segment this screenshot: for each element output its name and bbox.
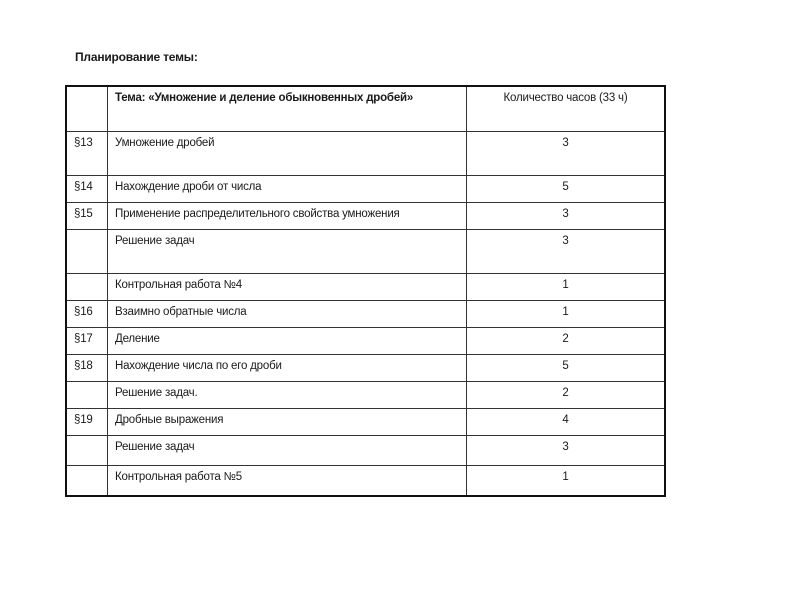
table-row xyxy=(66,274,665,301)
row-num-cell: §15 xyxy=(66,203,108,230)
row-hours-cell: 2 xyxy=(467,382,666,409)
table-row xyxy=(66,355,665,382)
table-row xyxy=(66,301,665,328)
table-row xyxy=(66,409,665,436)
row-num-cell xyxy=(66,466,108,497)
table-row xyxy=(66,466,665,497)
row-num-cell: §16 xyxy=(66,301,108,328)
row-hours-cell: 3 xyxy=(467,230,666,274)
table-row xyxy=(66,203,665,230)
table-row xyxy=(66,132,665,176)
table-row xyxy=(66,176,665,203)
table-row xyxy=(66,328,665,355)
row-num-cell: §14 xyxy=(66,176,108,203)
row-hours-cell: 5 xyxy=(467,176,666,203)
row-hours-cell: 2 xyxy=(467,328,666,355)
row-topic-cell: Взаимно обратные числа xyxy=(108,301,467,328)
row-topic-cell: Контрольная работа №5 xyxy=(108,466,467,497)
row-topic-cell: Дробные выражения xyxy=(108,409,467,436)
row-topic-cell: Применение распределительного свойства умножения xyxy=(108,203,467,230)
table-row xyxy=(66,230,665,274)
row-hours-cell: 3 xyxy=(467,436,666,466)
row-num-cell xyxy=(66,230,108,274)
row-hours-cell: 1 xyxy=(467,466,666,497)
page-title: Планирование темы: xyxy=(75,50,198,64)
row-topic-cell: Умножение дробей xyxy=(108,132,467,176)
row-topic-cell: Нахождение числа по его дроби xyxy=(108,355,467,382)
row-num-cell: §13 xyxy=(66,132,108,176)
header-hours-cell: Количество часов (33 ч) xyxy=(467,86,666,132)
row-topic-cell: Деление xyxy=(108,328,467,355)
row-hours-cell: 4 xyxy=(467,409,666,436)
row-hours-cell: 3 xyxy=(467,132,666,176)
row-num-cell xyxy=(66,274,108,301)
row-num-cell xyxy=(66,436,108,466)
row-num-cell: §18 xyxy=(66,355,108,382)
row-hours-cell: 1 xyxy=(467,301,666,328)
row-topic-cell: Контрольная работа №4 xyxy=(108,274,467,301)
topic-plan-table xyxy=(65,85,666,497)
row-num-cell: §19 xyxy=(66,409,108,436)
row-hours-cell: 3 xyxy=(467,203,666,230)
header-topic-cell: Тема: «Умножение и деление обыкновенных дробей» xyxy=(108,86,467,132)
table-row xyxy=(66,436,665,466)
row-topic-cell: Решение задач xyxy=(108,436,467,466)
row-num-cell xyxy=(66,382,108,409)
row-hours-cell: 5 xyxy=(467,355,666,382)
row-topic-cell: Нахождение дроби от числа xyxy=(108,176,467,203)
header-num-cell xyxy=(66,86,108,132)
table-row xyxy=(66,382,665,409)
row-topic-cell: Решение задач. xyxy=(108,382,467,409)
row-hours-cell: 1 xyxy=(467,274,666,301)
row-topic-cell: Решение задач xyxy=(108,230,467,274)
row-num-cell: §17 xyxy=(66,328,108,355)
table-header-row xyxy=(66,86,665,132)
